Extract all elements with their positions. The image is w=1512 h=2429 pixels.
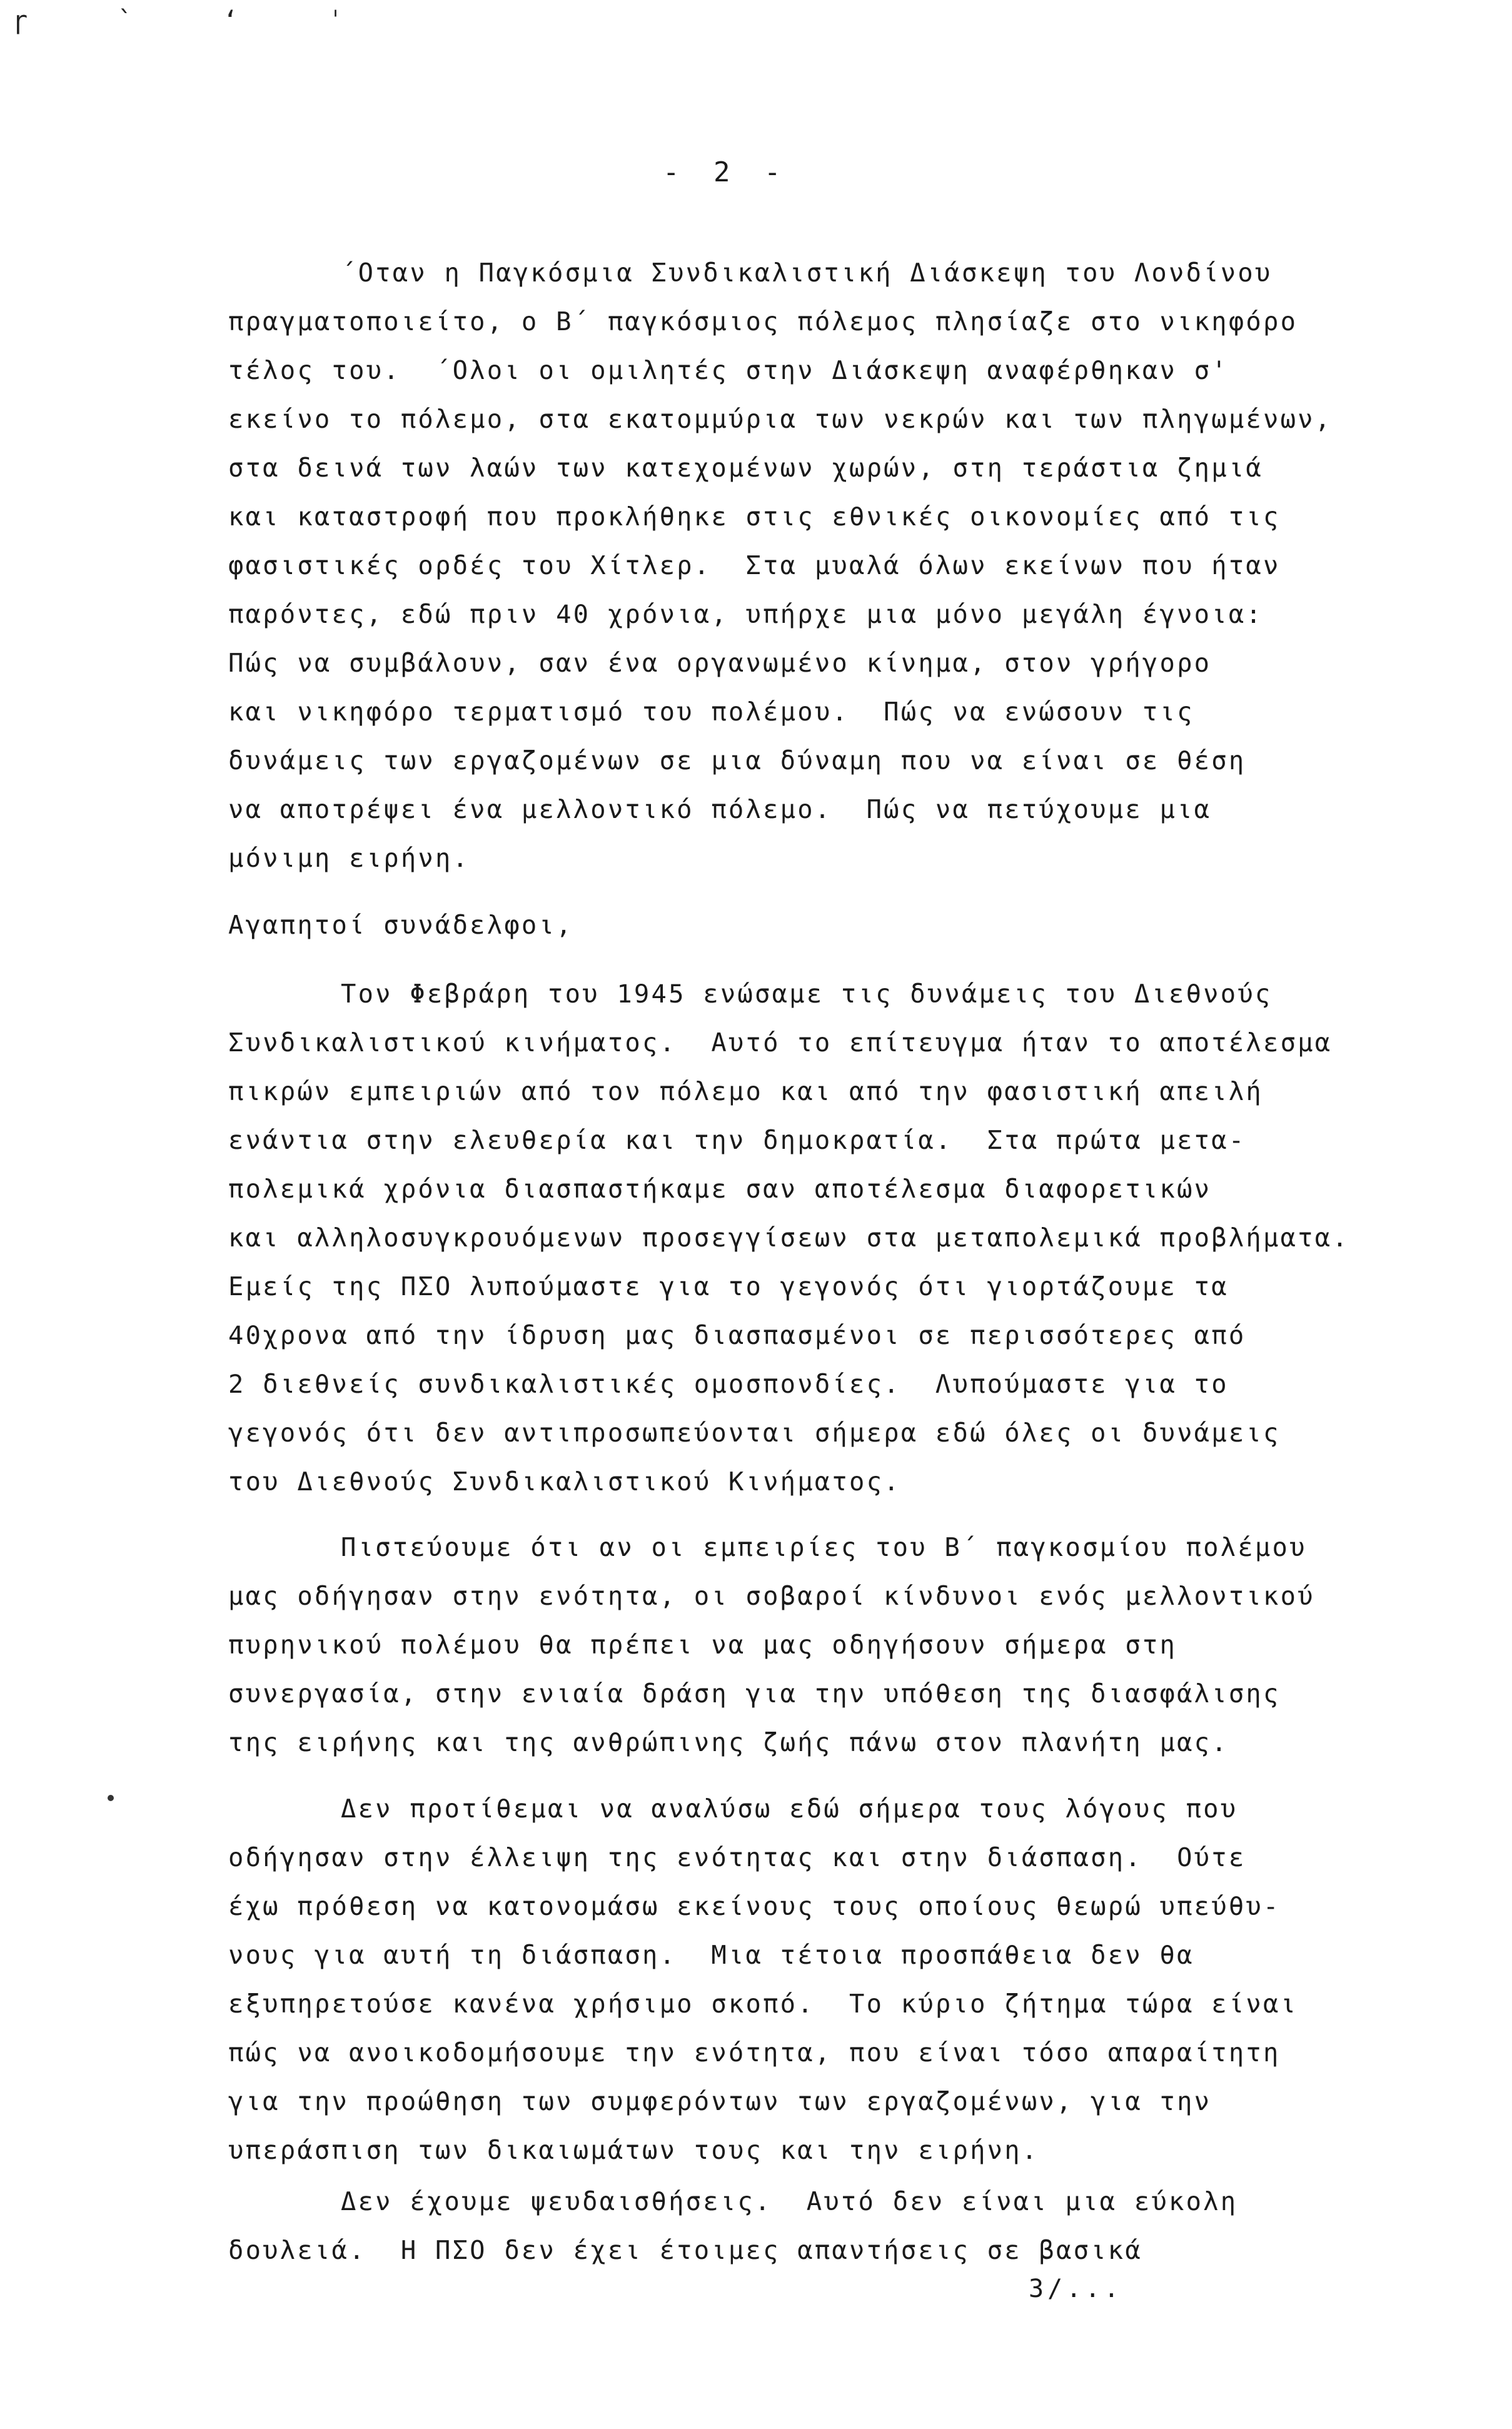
text-line: Πιστεύουμε ότι αν οι εμπειρίες του Β΄ παγκοσμίου πολέμου: [341, 1532, 1307, 1562]
text-line: δυνάμεις των εργαζομένων σε μια δύναμη που να είναι σε θέση: [228, 745, 1246, 775]
text-line: και νικηφόρο τερματισμό του πολέμου. Πώς να ενώσουν τις: [228, 697, 1194, 727]
text-line: 40χρονα από την ίδρυση μας διασπασμένοι σε περισσότερες από: [228, 1320, 1246, 1350]
text-line: στα δεινά των λαών των κατεχομένων χωρών, στη τεράστια ζημιά: [228, 453, 1263, 483]
text-line: συνεργασία, στην ενιαία δράση για την υπόθεση της διασφάλισης: [228, 1679, 1281, 1709]
margin-dot: [108, 1795, 114, 1801]
text-line: να αποτρέψει ένα μελλοντικό πόλεμο. Πώς να πετύχουμε μια: [228, 794, 1212, 824]
text-line: Δεν προτίθεμαι να αναλύσω εδώ σήμερα τους λόγους που: [341, 1794, 1238, 1824]
page-number: - 2 -: [663, 156, 790, 188]
text-line: και καταστροφή που προκλήθηκε στις εθνικές οικονομίες από τις: [228, 502, 1281, 532]
text-line: Εμείς της ΠΣΟ λυπούμαστε για το γεγονός ότι γιορτάζουμε τα: [228, 1271, 1229, 1301]
text-line: Πώς να συμβάλουν, σαν ένα οργανωμένο κίνημα, στον γρήγορο: [228, 648, 1212, 678]
text-line: της ειρήνης και της ανθρώπινης ζωής πάνω στον πλανήτη μας.: [228, 1727, 1229, 1757]
text-line: έχω πρόθεση να κατονομάσω εκείνους τους οποίους θεωρώ υπεύθυ-: [228, 1891, 1281, 1921]
text-line: γεγονός ότι δεν αντιπροσωπεύονται σήμερα εδώ όλες οι δυνάμεις: [228, 1418, 1281, 1448]
text-line: νους για αυτή τη διάσπαση. Μια τέτοια προσπάθεια δεν θα: [228, 1940, 1194, 1970]
text-line: και αλληλοσυγκρουόμενων προσεγγίσεων στα μεταπολεμικά προβλήματα.: [228, 1223, 1349, 1253]
continuation-note: 3/...: [1029, 2275, 1123, 2303]
text-line: φασιστικές ορδές του Χίτλερ. Στα μυαλά όλων εκείνων που ήταν: [228, 550, 1281, 580]
text-line: πυρηνικού πολέμου θα πρέπει να μας οδηγήσουν σήμερα στη: [228, 1630, 1177, 1660]
text-line: υπεράσπιση των δικαιωμάτων τους και την ειρήνη.: [228, 2135, 1039, 2165]
text-line: εκείνο το πόλεμο, στα εκατομμύρια των νεκρών και των πληγωμένων,: [228, 404, 1333, 434]
text-line: του Διεθνούς Συνδικαλιστικού Κινήματος.: [228, 1467, 901, 1497]
text-line: πώς να ανοικοδομήσουμε την ενότητα, που είναι τόσο απαραίτητη: [228, 2038, 1281, 2068]
text-line: μας οδήγησαν στην ενότητα, οι σοβαροί κίνδυνοι ενός μελλοντικού: [228, 1581, 1315, 1611]
text-line: Δεν έχουμε ψευδαισθήσεις. Αυτό δεν είναι μια εύκολη: [341, 2186, 1238, 2216]
salutation: Αγαπητοί συνάδελφοι,: [228, 910, 573, 940]
text-line: τέλος του. ΄Ολοι οι ομιλητές στην Διάσκεψη αναφέρθηκαν σ': [228, 355, 1229, 385]
text-line: παρόντες, εδώ πριν 40 χρόνια, υπήρχε μια μόνο μεγάλη έγνοια:: [228, 599, 1263, 629]
corner-marks: ɼ ` ‘ ˈ: [13, 6, 381, 35]
text-line: 2 διεθνείς συνδικαλιστικές ομοσπονδίες. Λυπούμαστε για το: [228, 1369, 1229, 1399]
text-line: πολεμικά χρόνια διασπαστήκαμε σαν αποτέλεσμα διαφορετικών: [228, 1174, 1212, 1204]
text-line: ΄Οταν η Παγκόσμια Συνδικαλιστική Διάσκεψη του Λονδίνου: [341, 258, 1273, 288]
text-line: πικρών εμπειριών από τον πόλεμο και από την φασιστική απειλή: [228, 1076, 1263, 1106]
text-line: για την προώθηση των συμφερόντων των εργαζομένων, για την: [228, 2086, 1212, 2116]
text-line: εξυπηρετούσε κανένα χρήσιμο σκοπό. Το κύριο ζήτημα τώρα είναι: [228, 1989, 1298, 2019]
text-line: ενάντια στην ελευθερία και την δημοκρατία. Στα πρώτα μετα-: [228, 1125, 1246, 1155]
text-line: Συνδικαλιστικού κινήματος. Αυτό το επίτευγμα ήταν το αποτέλεσμα: [228, 1028, 1333, 1058]
text-line: μόνιμη ειρήνη.: [228, 843, 470, 873]
text-line: Τον Φεβράρη του 1945 ενώσαμε τις δυνάμεις του Διεθνούς: [341, 979, 1273, 1009]
text-line: οδήγησαν στην έλλειψη της ενότητας και στην διάσπαση. Ούτε: [228, 1842, 1246, 1872]
text-line: δουλειά. Η ΠΣΟ δεν έχει έτοιμες απαντήσεις σε βασικά: [228, 2235, 1142, 2265]
text-line: πραγματοποιείτο, ο Β΄ παγκόσμιος πόλεμος πλησίαζε στο νικηφόρο: [228, 306, 1298, 336]
